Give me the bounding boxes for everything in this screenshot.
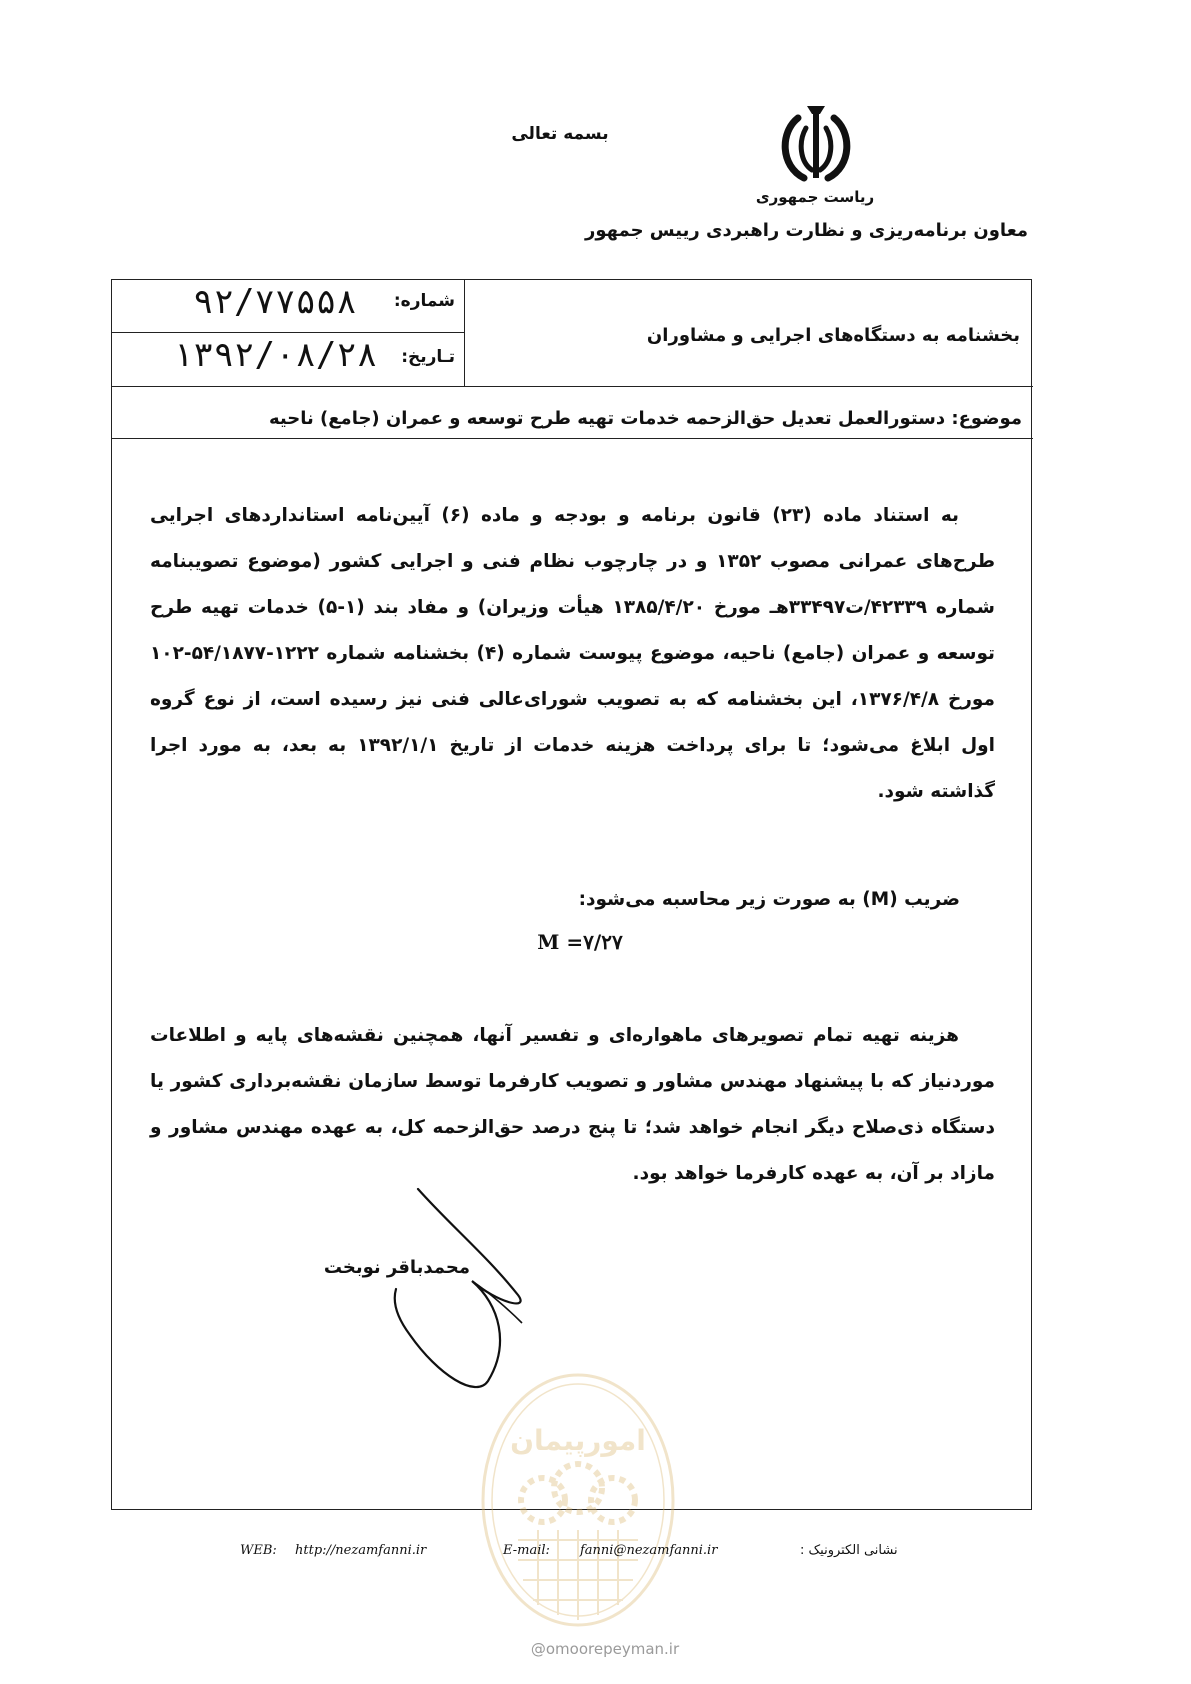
iran-emblem-icon [776, 100, 856, 190]
date-value: ۱۳۹۲/۰۸/۲۸ [172, 335, 378, 375]
date-label: تـاریخ: [401, 347, 455, 367]
web-link[interactable]: http://nezamfanni.ir [295, 1543, 427, 1558]
email-link[interactable]: fanni@nezamfanni.ir [580, 1543, 718, 1558]
presidency-label: ریاست جمهوری [755, 188, 875, 206]
coefficient-line: ضریب (M) به صورت زیر محاسبه می‌شود: [578, 889, 960, 910]
subject-line: موضوع: دستورالعمل تعدیل حق‌الزحمه خدمات تهیه طرح توسعه و عمران (جامع) ناحیه [269, 408, 1022, 429]
electronic-address-label: نشانی الکترونیک : [800, 1543, 898, 1558]
source-watermark-text: @omoorepeyman.ir [530, 1640, 680, 1658]
meta-divider-horizontal [112, 332, 464, 333]
body-paragraph-2: هزینه تهیه تمام تصویرهای ماهواره‌ای و تفسیر آنها، همچنین نقشه‌های پایه و اطلاعات موردنیاز که با پیشنهاد مهندس مشاور و تصویب کارفرما توسط سازمان نقشه‌برداری کشور یا دستگاه ذی‌صلاح دیگر انجام خواهد شد؛ تا پنج درصد حق‌الزحمه کل، به عهده مهندس مشاور و مازاد بر آن، به عهده کارفرما خواهد بود. [150, 1025, 995, 1184]
signature-mark-icon [380, 1185, 560, 1395]
coefficient-formula: M =۷/۲۷ [537, 930, 623, 954]
web-label: WEB: [240, 1543, 277, 1558]
watermark-logo-icon [478, 1370, 678, 1630]
basmala-heading: بسمه تعالی [511, 124, 609, 144]
subject-row-divider [112, 438, 1033, 439]
number-label: شماره: [393, 291, 455, 311]
email-label: E-mail: [503, 1543, 550, 1558]
addressee-text: بخشنامه به دستگاه‌های اجرایی و مشاوران [646, 325, 1020, 346]
office-title: معاون برنامه‌ریزی و نظارت راهبردی رییس جمهور [584, 220, 1028, 241]
watermark-text: امورپیمان [510, 1424, 646, 1457]
meta-divider-vertical [464, 280, 465, 386]
number-value: ۹۲/۷۷۵۵۸ [193, 282, 357, 322]
signer-name: محمدباقر نوبخت [323, 1257, 470, 1278]
body-paragraph-1: به استناد ماده (۲۳) قانون برنامه و بودجه و ماده (۶) آیین‌نامه استانداردهای اجرایی طرح‌های عمرانی مصوب ۱۳۵۲ و در چارچوب نظام فنی و اجرایی کشور (موضوع تصویبنامه شماره ۴۲۳۳۹/ت۳۳۴۹۷هـ مورخ ۱۳۸۵/۴/۲۰ هیأت وزیران) و مفاد بند (۱-۵) خدمات تهیه طرح توسعه و عمران (جامع) ناحیه، موضوع پیوست شماره (۴) بخشنامه شماره ۱۲۲۲-۵۴/۱۸۷۷-۱۰۲ مورخ ۱۳۷۶/۴/۸، این بخشنامه که به تصویب شورای‌عالی فنی نیز رسیده است، از نوع گروه اول ابلاغ می‌شود؛ تا برای پرداخت هزینه خدمات از تاریخ ۱۳۹۲/۱/۱ به بعد، به مورد اجرا گذاشته شود. [150, 505, 996, 802]
header-row-divider [112, 386, 1033, 387]
